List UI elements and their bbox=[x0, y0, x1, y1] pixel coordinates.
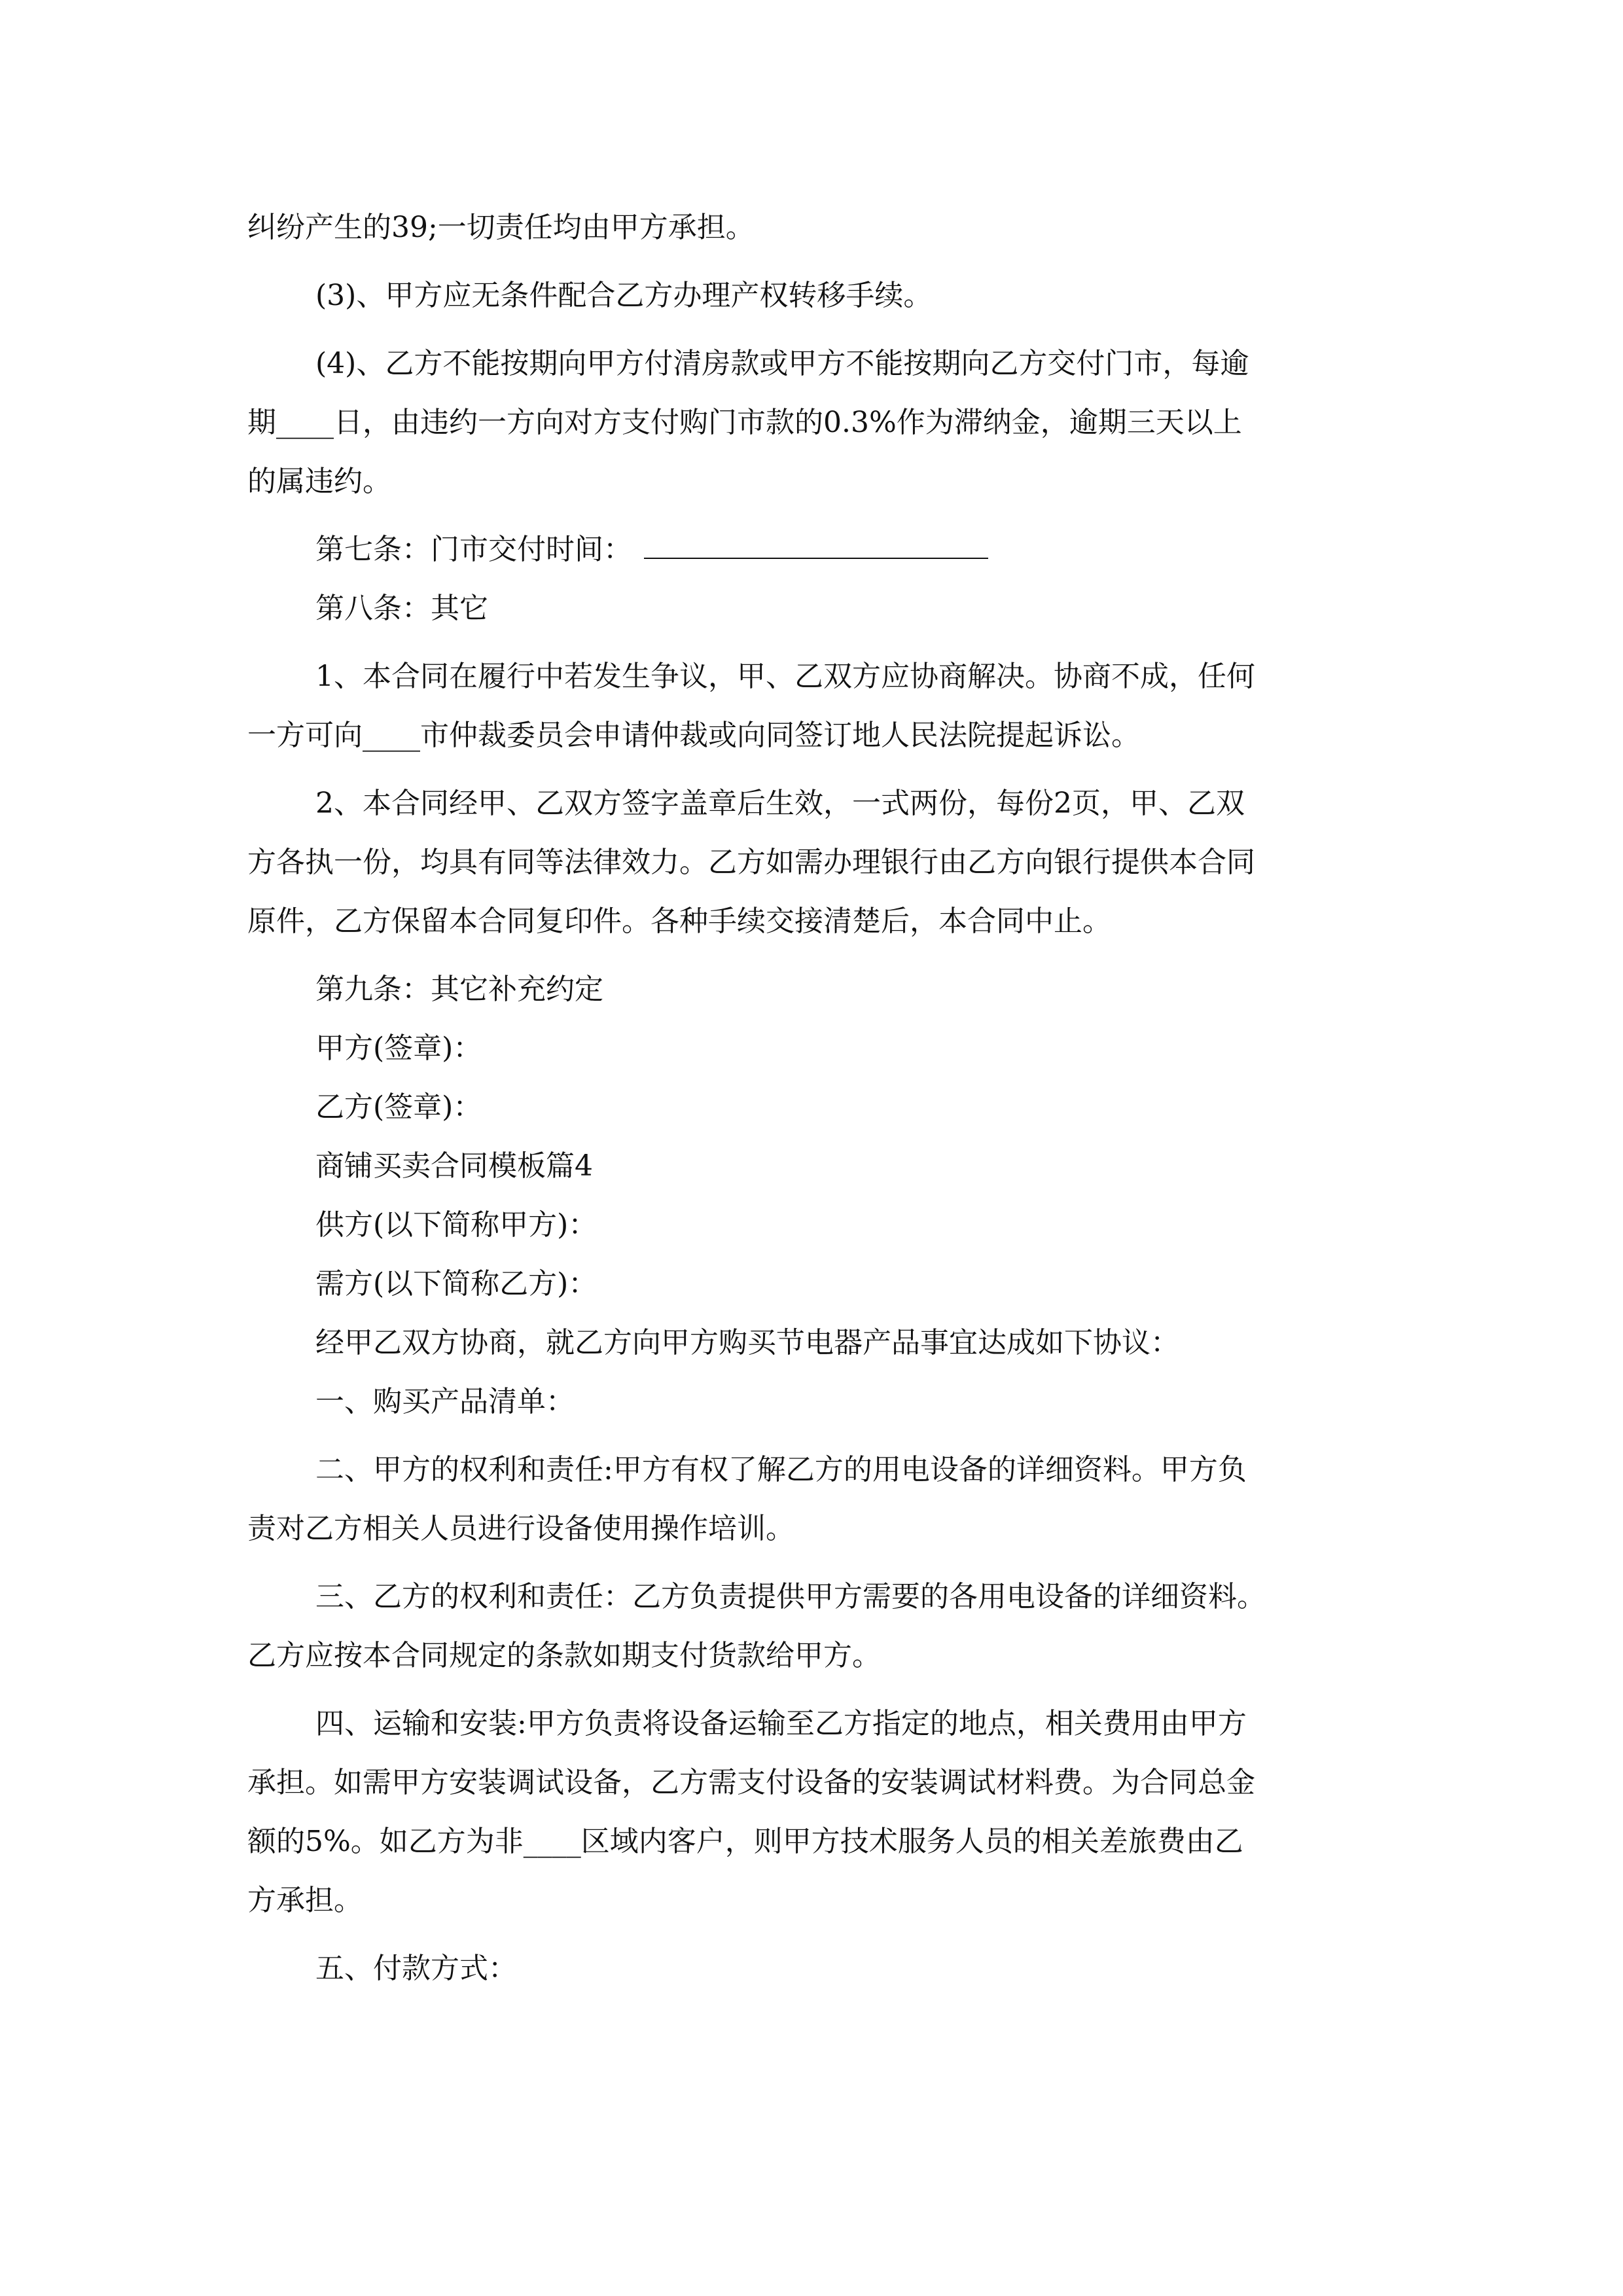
clause-heading: 一、购买产品清单： bbox=[315, 1385, 575, 1418]
paragraph-line: 三、乙方的权利和责任：乙方负责提供甲方需要的各用电设备的详细资料。 bbox=[315, 1580, 1266, 1613]
paragraph-line: 四、运输和安装:甲方负责将设备运输至乙方指定的地点，相关费用由甲方 bbox=[315, 1707, 1247, 1740]
paragraph-line: 二、甲方的权利和责任:甲方有权了解乙方的用电设备的详细资料。甲方负 bbox=[315, 1453, 1247, 1486]
supplier-line: 供方(以下简称甲方)： bbox=[315, 1208, 597, 1242]
paragraph-line: 一方可向____市仲裁委员会申请仲裁或向同签订地人民法院提起诉讼。 bbox=[247, 719, 1140, 752]
signature-party-b: 乙方(签章)： bbox=[315, 1090, 482, 1124]
clause-heading: 五、付款方式： bbox=[315, 1952, 517, 1985]
paragraph-line: 期____日，由违约一方向对方支付购门市款的0.3%作为滞纳金，逾期三天以上 bbox=[247, 406, 1242, 439]
buyer-line: 需方(以下简称乙方)： bbox=[315, 1267, 597, 1300]
paragraph-line: 的属违约。 bbox=[247, 465, 391, 498]
paragraph-line: 责对乙方相关人员进行设备使用操作培训。 bbox=[247, 1512, 794, 1545]
delivery-time-blank bbox=[644, 535, 988, 559]
article-7-line bbox=[315, 530, 988, 569]
article-7-label: 第七条：门市交付时间： bbox=[315, 533, 632, 566]
paragraph-line: 经甲乙双方协商，就乙方向甲方购买节电器产品事宜达成如下协议： bbox=[315, 1326, 1179, 1359]
paragraph-line: 额的5%。如乙方为非____区域内客户，则甲方技术服务人员的相关差旅费由乙 bbox=[247, 1825, 1243, 1858]
article-heading: 第八条：其它 bbox=[315, 592, 488, 625]
article-heading: 第九条：其它补充约定 bbox=[315, 973, 603, 1006]
paragraph-line: 2、本合同经甲、乙双方签字盖章后生效，一式两份，每份2页，甲、乙双 bbox=[315, 787, 1245, 820]
paragraph-line: 方承担。 bbox=[247, 1884, 363, 1917]
paragraph-line: 1、本合同在履行中若发生争议，甲、乙双方应协商解决。协商不成，任何 bbox=[315, 660, 1255, 693]
paragraph-line: (4)、乙方不能按期向甲方付清房款或甲方不能按期向乙方交付门市，每逾 bbox=[315, 347, 1249, 380]
paragraph-line: 承担。如需甲方安装调试设备，乙方需支付设备的安装调试材料费。为合同总金 bbox=[247, 1766, 1255, 1799]
paragraph-line: 原件，乙方保留本合同复印件。各种手续交接清楚后，本合同中止。 bbox=[247, 905, 1111, 938]
signature-party-a: 甲方(签章)： bbox=[315, 1031, 482, 1065]
section-title: 商铺买卖合同模板篇4 bbox=[315, 1149, 593, 1183]
paragraph-line: 纠纷产生的39;一切责任均由甲方承担。 bbox=[247, 211, 755, 244]
paragraph-line: (3)、甲方应无条件配合乙方办理产权转移手续。 bbox=[315, 279, 933, 312]
paragraph-line: 乙方应按本合同规定的条款如期支付货款给甲方。 bbox=[247, 1639, 881, 1672]
paragraph-line: 方各执一份，均具有同等法律效力。乙方如需办理银行由乙方向银行提供本合同 bbox=[247, 846, 1255, 879]
